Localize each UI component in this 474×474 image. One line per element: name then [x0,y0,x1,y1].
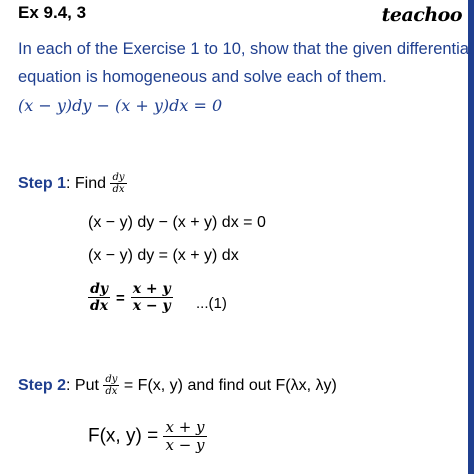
teachoo-logo: teachoo [381,4,462,26]
step1-line-2: (x − y) dy = (x + y) dx [88,247,239,264]
step2-heading [18,374,337,398]
step2-dydx-fraction [103,374,119,398]
step1-eq-sign: = [116,289,125,307]
step2-f-lhs: F(x, y) = [88,425,159,447]
step1-text: : Find [66,174,107,192]
step2-frac-den: dx [105,386,118,397]
right-accent-strip [468,0,474,474]
step1-frac-num: dy [112,172,125,183]
step2-label: Step 2 [18,376,67,394]
question-line-2: equation is homogeneous and solve each of them. [18,68,387,86]
question-line-1: In each of the Exercise 1 to 10, show that the given differential [18,40,473,58]
step2-f-num: x + y [165,418,205,436]
step1-heading [18,172,127,196]
step2-f-equation [88,419,207,454]
step1-frac-den: dx [112,184,125,195]
step2-f-den: x − y [165,435,205,454]
step1-dydx-fraction [110,172,126,196]
step1-eq-rhs-den: x − y [132,298,171,315]
step1-line-1: (x − y) dy − (x + y) dx = 0 [88,214,266,231]
step2-text-after: = F(x, y) and find out F(λx, λy) [123,376,337,394]
step1-eq-rhs-fraction [131,282,173,314]
exercise-title: Ex 9.4, 3 [18,3,87,22]
step1-eq-lhs-num: dy [88,282,110,298]
step1-label: Step 1 [18,174,67,192]
step1-equation [88,282,173,314]
step1-eq-lhs-fraction [88,282,110,314]
step1-eq-rhs-num: x + y [132,281,171,297]
step2-frac-num: dy [105,374,118,385]
question-equation: (x − y)dy − (x + y)dx = 0 [18,96,223,115]
step1-eq-lhs-den: dx [90,298,109,315]
step2-text-before: : Put [66,376,99,394]
step2-f-fraction [163,419,206,454]
step1-equation-ref: ...(1) [196,295,227,312]
